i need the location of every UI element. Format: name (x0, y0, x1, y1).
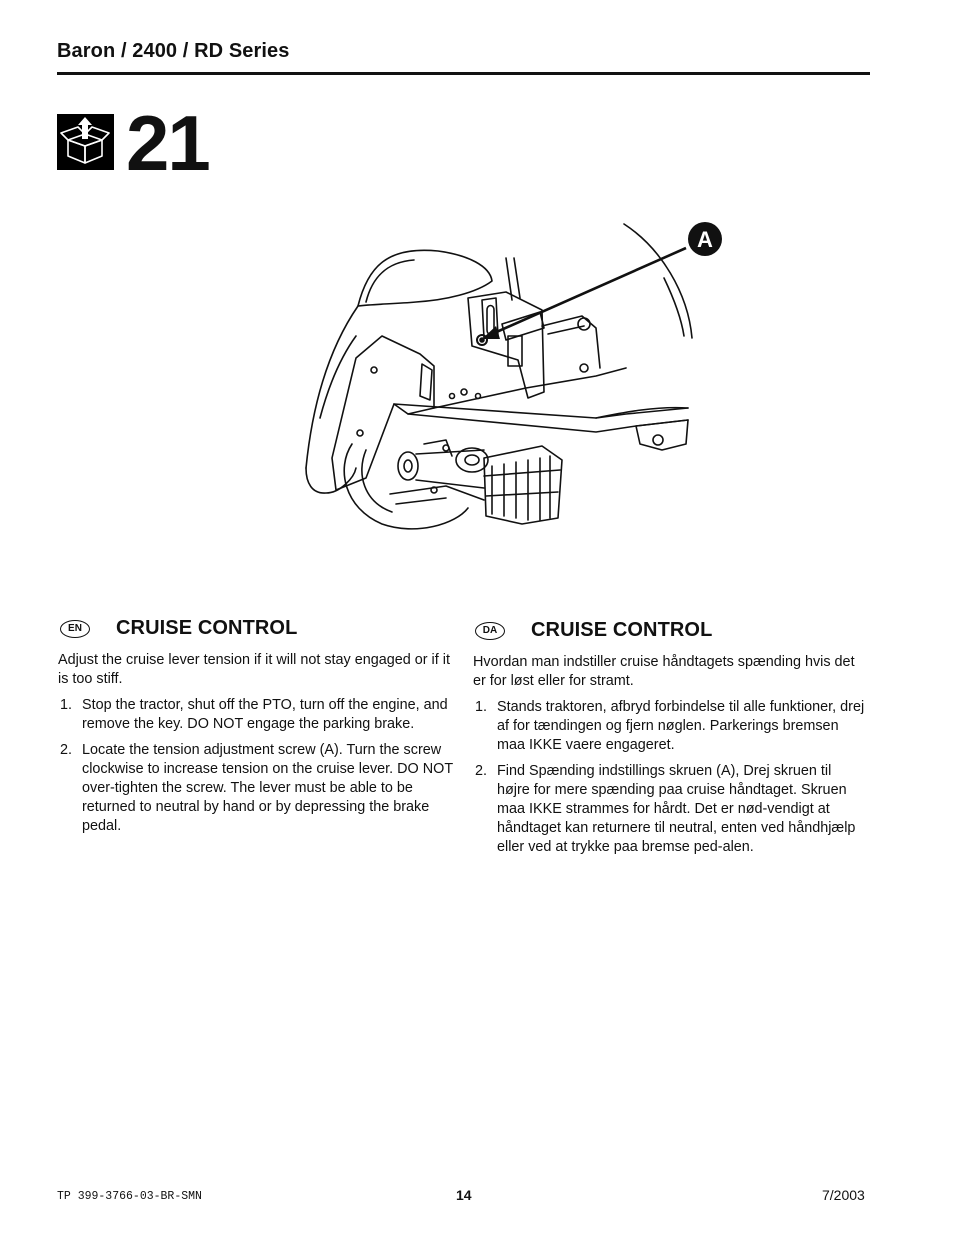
publication-date: 7/2003 (822, 1187, 865, 1203)
section-english (57, 617, 453, 843)
language-badge-da: DA (475, 622, 505, 640)
header-divider (57, 72, 870, 75)
package-box-icon (57, 114, 114, 170)
list-item (57, 696, 453, 734)
section-intro-en: Adjust the cruise lever tension if it will not stay engaged or if it is too stiff. (58, 652, 450, 687)
language-badge-en: EN (60, 620, 90, 638)
step-item-number: 2. (60, 742, 73, 758)
step-item-number: 1. (60, 697, 73, 713)
step-item-text: Stop the tractor, shut off the PTO, turn off the engine, and remove the key. DO NOT engage the parking brake. (82, 697, 448, 732)
step-item-text: Locate the tension adjustment screw (A). Turn the screw clockwise to increase tension on the cruise lever. DO NOT over-tighten the screw. The lever must be able to be returned to neutral by hand or by depressing the brake pedal. (82, 742, 453, 834)
list-item (57, 741, 453, 836)
steps-list-en (57, 696, 453, 836)
step-item-number: 2. (475, 763, 488, 779)
section-title-da: CRUISE CONTROL (531, 619, 713, 641)
list-item (472, 762, 868, 857)
section-intro-da: Hvordan man indstiller cruise håndtagets spænding hvis det er for løst eller for stramt. (473, 654, 855, 689)
step-item-number: 1. (475, 699, 488, 715)
steps-list-da (472, 698, 868, 857)
section-danish (472, 619, 868, 864)
step-item-text: Stands traktoren, afbryd forbindelse til alle funktioner, drej af for tændingen og fjern nøglen. Parkerings bremsen maa IKKE vaere engageret. (497, 699, 865, 753)
callout-label-a: A (697, 227, 713, 252)
list-item (472, 698, 868, 755)
step-item-text: Find Spænding indstillings skruen (A), Drej skruen til højre for mere spænding paa cruise håndtaget. Skruen maa IKKE strammes for hårdt. Det er nød-vendigt at håndtaget kan returnere til neutral, enten ved håndhjælp eller ved at trykke paa bremse ped-alen. (497, 763, 856, 855)
page-number: 14 (456, 1187, 472, 1203)
tractor-cruise-control-illustration (296, 218, 730, 540)
section-title-en: CRUISE CONTROL (116, 617, 298, 639)
document-code: TP 399-3766-03-BR-SMN (57, 1190, 202, 1203)
step-number: 21 (126, 99, 209, 187)
document-series-title: Baron / 2400 / RD Series (57, 40, 290, 62)
